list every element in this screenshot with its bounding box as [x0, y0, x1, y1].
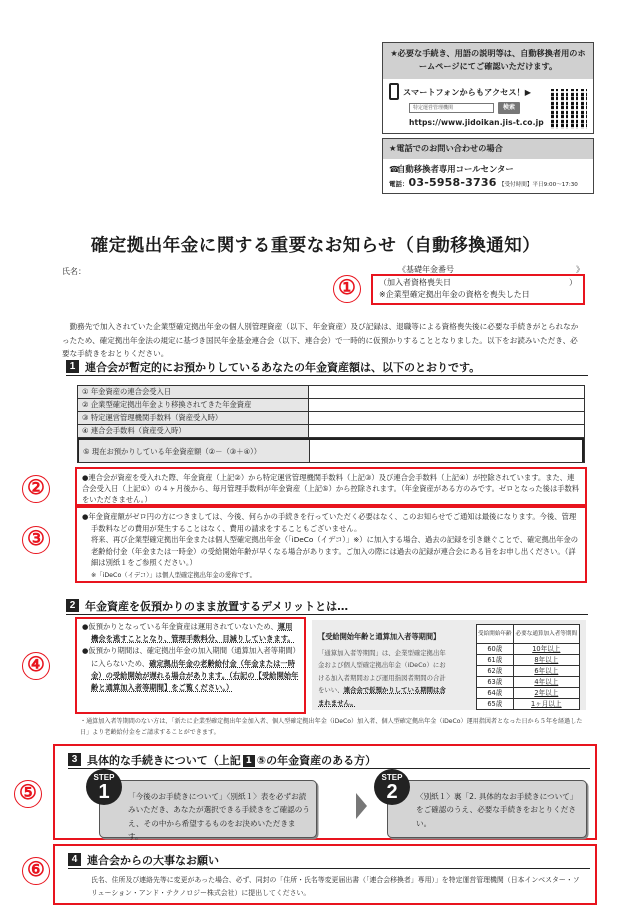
column-header: 受給開始年齢	[477, 625, 514, 644]
title-post: ⑤の年金資産のある方）	[256, 753, 377, 767]
smartphone-icon	[389, 83, 399, 100]
age-cell: 62歳	[477, 666, 514, 677]
page-title: 確定拠出年金に関する重要なお知らせ（自動移換通知）	[90, 236, 541, 256]
table-row	[477, 677, 580, 688]
step-text: 〈別紙１〉裏「2. 具体的なお手続きについて」をご確認のうえ、必要な手続きをおとりください。	[416, 792, 578, 828]
row-label: ④ 連合会手数料（資産受入時）	[78, 425, 309, 437]
call-center	[389, 163, 514, 175]
table-row	[477, 699, 580, 710]
pension-number-label: 《基礎年金番号	[398, 265, 454, 274]
loss-date-box	[371, 274, 585, 305]
row-label: ② 企業型確定拠出年金より移換されてきた年金資産	[78, 399, 309, 411]
phone-contact-box	[382, 138, 594, 194]
fee-note-box: ●連合会が資産を受入れた際、年金資産（上記②）から特定運営管理機関手数料（上記③）及び連合会手数料（上記④）が控除されています。また、連合会受入日（上記①）の４ヶ月後から、毎月管理手数料が年金資産（上記⑤）から控除されます。（年金資産がある方のみです。ゼロとなった後は手数料をいただきません。）	[75, 467, 587, 506]
row-label: ⑤ 現在お預かりしている年金資産額（②－（③＋④））	[79, 440, 310, 462]
row-value	[309, 412, 584, 424]
bullet-emphasis: 確定拠出年金の老齢給付金（年金または一時金）の受給開始が遅れる場合があります。（右記の【受給開始年齢と通算加入者等期間】をご覧ください。）	[91, 658, 299, 693]
website-info-box	[382, 42, 594, 134]
period-cell: 1ヶ月以上	[513, 699, 579, 710]
period-cell: 2年以上	[513, 688, 579, 699]
step-number: 2	[386, 781, 398, 803]
section-number: 3	[68, 753, 81, 766]
section-1-heading	[66, 358, 588, 376]
smartphone-access-text: スマートフォンからもアクセス！▶	[403, 87, 532, 97]
request-body: 氏名、住所及び連絡先等に変更があった場合、必ず、同封の「住所・氏名等変更届出書（「連合会移換者」専用）」を特定運営管理機関（日本インベスター・ソリューション・アンド・テクノロジー株式会社）に提出してください。	[91, 876, 580, 897]
section-number: 1	[66, 360, 79, 373]
section-number: 4	[68, 853, 81, 866]
panel-text-emphasis: 連合会で仮預かりしている期間は含まれません。	[318, 686, 446, 707]
arrow-right-icon	[356, 793, 367, 819]
column-header: 必要な通算加入者等期間	[513, 625, 579, 644]
website-url-link[interactable]: https://www.jidoikan.jis-t.co.jp	[409, 118, 544, 127]
table-row	[78, 386, 584, 399]
future-enrollment-text: 将来、再び企業型確定拠出年金または個人型確定拠出年金（「iDeCo（イデコ）」※）に加入する場合、過去の記録を引き継ぐことで、確定拠出年金の老齢給付金（年金または一時金）の受給開始年齢が早くなる場合があります。ご加入の際には過去の記録が連合会にある旨をお申し出ください。（詳細は別紙１をご参照ください。）	[91, 535, 579, 568]
section-number: 2	[66, 599, 79, 612]
marker-6: ⑥	[22, 857, 50, 885]
section-title: 年金資産を仮預かりのまま放置するデメリットとは…	[85, 599, 349, 613]
step-1-card	[93, 773, 317, 842]
period-cell: 8年以上	[513, 655, 579, 666]
tel-row	[389, 176, 578, 189]
marker-2: ②	[22, 475, 50, 503]
step-badge-icon	[86, 769, 122, 805]
period-cell: 6年以上	[513, 666, 579, 677]
age-cell: 65歳	[477, 699, 514, 710]
row-value	[309, 425, 584, 437]
request-box	[53, 844, 597, 905]
demerit-bullet-1	[82, 621, 299, 645]
step-word: STEP	[93, 773, 115, 782]
loss-date-label: （加入者資格喪失日	[379, 278, 451, 287]
section-2-heading	[66, 597, 588, 615]
marker-5: ⑤	[14, 780, 42, 808]
table-row	[477, 666, 580, 677]
table-row-total	[78, 438, 584, 462]
section-title: 連合会が暫定的にお預かりしているあなたの年金資産額は、以下のとおりです。	[85, 360, 481, 374]
row-value	[309, 386, 584, 398]
section-ref-badge: 1	[243, 755, 255, 767]
tel-number[interactable]: 03-5958-3736	[408, 176, 497, 189]
age-cell: 61歳	[477, 655, 514, 666]
section-4-heading	[68, 851, 590, 869]
telephone-icon: ☎	[389, 164, 400, 174]
search-input[interactable]: 特定運営管理機関	[409, 103, 494, 113]
call-center-name: 自動移換者専用コールセンター	[397, 164, 514, 174]
step-text: 「今後のお手続きについて」〈別紙１〉表を必ずお読みいただき、あなたが選択できる手続きをご確認のうえ、その中から希望するものをお決めいただきます。	[128, 792, 310, 842]
phone-contact-header: ★電話でのお問い合わせの場合	[383, 139, 593, 159]
period-cell: 10年以上	[513, 644, 579, 655]
asset-table	[77, 385, 585, 463]
age-cell: 63歳	[477, 677, 514, 688]
panel-text	[318, 647, 450, 709]
procedure-box	[53, 744, 597, 840]
qr-code-icon	[551, 89, 587, 129]
bullet-text: ●仮預かりとなっている年金資産は運用されていないため、	[82, 622, 278, 631]
loss-date-note: ※企業型確定拠出年金の資格を喪失した日	[379, 290, 530, 299]
age-cell: 64歳	[477, 688, 514, 699]
title-pre: 具体的な手続きについて（上記	[87, 753, 241, 767]
age-cell: 60歳	[477, 644, 514, 655]
age-period-panel	[312, 620, 586, 710]
step-2-card	[381, 773, 587, 838]
zero-balance-text: ●年金資産額がゼロ円の方につきましては、今後、何らかの手続きを行っていただく必要はなく、このお知らせでご通知は最後になります。今後、管理手数料などの費用が発生することはなく、費用の請求をすることもございません。	[82, 512, 577, 533]
panel-text-plain: 「通算加入者等期間」は、企業型確定拠出年金および個人型確定拠出年金（iDeCo）における加入者期間および運用指図者期間の合計をいい、	[318, 649, 446, 695]
loss-date-close: ）	[569, 278, 577, 287]
period-cell: 4年以上	[513, 677, 579, 688]
step-word: STEP	[381, 773, 403, 782]
name-label: 氏名：	[62, 267, 86, 276]
section-3-heading	[68, 751, 590, 769]
zero-balance-note-box	[75, 506, 587, 583]
panel-title: 【受給開始年齢と通算加入者等期間】	[318, 632, 441, 641]
search-button[interactable]: 検索	[498, 102, 520, 114]
tel-label: 電話：	[389, 180, 409, 188]
demerit-bullet-2	[82, 645, 299, 694]
table-header-row	[477, 625, 580, 644]
table-row	[477, 655, 580, 666]
section-title	[87, 752, 376, 768]
table-row	[78, 399, 584, 412]
website-info-header: ★必要な手続き、用語の説明等は、自動移換者用のホームページにてご確認いただけます。	[383, 43, 593, 79]
bullet-text: ●仮預かり期間は、確定拠出年金の加入期間（通算加入者等期間）に入らないため、	[82, 646, 297, 668]
table-row	[477, 644, 580, 655]
section-2-footnote: ・通算加入者等期間のない方は、「新たに企業型確定拠出年金加入者、個人型確定拠出年金（iDeCo）加入者、個人型確定拠出年金（iDeCo）運用指図者となった日から５年を経過した日」より老齢給付金をご請求することができます。	[80, 718, 583, 736]
age-period-table	[476, 624, 580, 710]
table-row	[78, 425, 584, 438]
demerit-box	[75, 617, 306, 714]
section-title: 連合会からの大事なお願い	[87, 853, 219, 867]
business-hours: 【受付時間】平日9:00～17:30	[498, 182, 578, 188]
marker-1: ①	[333, 275, 361, 303]
bullet-emphasis: 運用機会を逃すこととなり、管理手数料分、目減りしていきます。	[91, 622, 295, 644]
row-label: ③ 特定運営管理機関手数料（資産受入時）	[78, 412, 309, 424]
step-badge-icon	[374, 769, 410, 805]
pension-number-close: 》	[576, 265, 584, 274]
table-row	[477, 688, 580, 699]
row-label: ① 年金資産の連合会受入日	[78, 386, 309, 398]
intro-paragraph: 勤務先で加入されていた企業型確定拠出年金の個人別管理資産（以下、年金資産）及び記録は、退職等による資格喪失後に必要な手続きがとられなかったため、確定拠出年金法の規定に基づき国民年金基金連合会（以下、連合会）で一時的に仮預かりすることとなりました。以下をお読みいただき、必要な手続きをおとりください。	[62, 322, 579, 358]
table-row	[78, 412, 584, 425]
row-value	[309, 399, 584, 411]
marker-4: ④	[22, 652, 50, 680]
marker-3: ③	[22, 526, 50, 554]
step-number: 1	[98, 781, 110, 803]
ideco-footnote: ※「iDeCo（イデコ）」は個人型確定拠出年金の愛称です。	[91, 571, 256, 579]
row-value	[310, 440, 584, 462]
